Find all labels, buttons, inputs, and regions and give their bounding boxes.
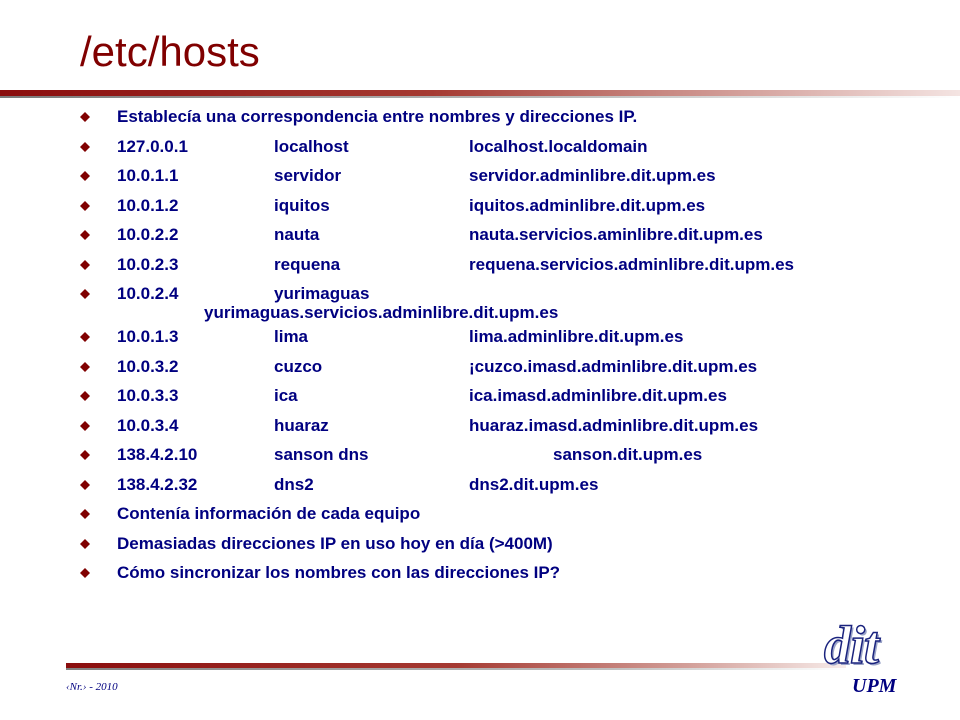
- diamond-bullet-icon: [80, 289, 90, 299]
- host-name: requena: [274, 254, 341, 274]
- footer-rule-shadow: [66, 668, 846, 670]
- closing-text: Contenía información de cada equipo: [117, 504, 421, 523]
- list-item: [80, 163, 940, 193]
- list-item: [80, 134, 940, 164]
- host-fqdn: requena.servicios.adminlibre.dit.upm.es: [469, 254, 794, 274]
- diamond-bullet-icon: [80, 112, 90, 122]
- host-name: iquitos: [274, 195, 330, 215]
- slide-title: /etc/hosts: [80, 28, 260, 75]
- diamond-bullet-icon: [80, 539, 90, 549]
- host-name: dns2: [274, 474, 314, 494]
- host-name: sanson dns: [274, 445, 369, 464]
- list-item: [80, 193, 940, 223]
- diamond-bullet-icon: [80, 391, 90, 401]
- host-fqdn: localhost.localdomain: [469, 136, 648, 156]
- diamond-bullet-icon: [80, 332, 90, 342]
- host-fqdn: ¡cuzco.imasd.adminlibre.dit.upm.es: [469, 356, 758, 376]
- host-ip: 10.0.2.4: [117, 284, 179, 303]
- host-name: huaraz: [274, 415, 329, 435]
- host-ip: 10.0.1.1: [117, 166, 179, 185]
- host-name: cuzco: [274, 356, 323, 376]
- host-ip: 10.0.2.2: [117, 225, 179, 244]
- host-ip: 138.4.2.32: [117, 474, 198, 494]
- list-item: [80, 383, 940, 413]
- diamond-bullet-icon: [80, 480, 90, 490]
- host-fqdn: dns2.dit.upm.es: [469, 474, 599, 494]
- diamond-bullet-icon: [80, 260, 90, 270]
- host-name: servidor: [274, 166, 342, 185]
- host-fqdn: ica.imasd.adminlibre.dit.upm.es: [469, 386, 727, 405]
- host-ip: 10.0.1.3: [117, 327, 179, 346]
- diamond-bullet-icon: [80, 362, 90, 372]
- list-item: [80, 252, 940, 282]
- list-item: [80, 324, 940, 354]
- host-ip: 10.0.3.4: [117, 415, 179, 435]
- closing-text: Cómo sincronizar los nombres con las direcciones IP?: [117, 563, 561, 582]
- host-ip: 10.0.3.3: [117, 386, 179, 405]
- diamond-bullet-icon: [80, 421, 90, 431]
- diamond-bullet-icon: [80, 171, 90, 181]
- list-item: [80, 222, 940, 252]
- host-fqdn: sanson.dit.upm.es: [553, 445, 703, 464]
- list-item: [80, 531, 940, 561]
- slide-number: ‹Nr.› - 2010: [66, 681, 118, 693]
- host-fqdn: nauta.servicios.aminlibre.dit.upm.es: [469, 225, 763, 244]
- list-item: [80, 560, 940, 590]
- host-name: yurimaguas: [274, 284, 370, 303]
- host-ip: 138.4.2.10: [117, 445, 198, 464]
- diamond-bullet-icon: [80, 509, 90, 519]
- host-name: ica: [274, 386, 298, 405]
- closing-text: Demasiadas direcciones IP en uso hoy en día (>400M): [117, 533, 553, 553]
- host-ip: 10.0.1.2: [117, 195, 179, 215]
- host-name: localhost: [274, 136, 349, 156]
- list-item: [80, 501, 940, 531]
- host-fqdn: iquitos.adminlibre.dit.upm.es: [469, 195, 706, 215]
- upm-logo-text: UPM: [852, 675, 897, 697]
- list-item: [80, 354, 940, 384]
- list-item: [80, 442, 940, 472]
- host-fqdn: yurimaguas.servicios.adminlibre.dit.upm.es: [204, 303, 559, 322]
- list-item: [80, 281, 940, 324]
- title-underline-shadow: [0, 96, 960, 98]
- diamond-bullet-icon: [80, 568, 90, 578]
- host-ip: 10.0.3.2: [117, 356, 179, 376]
- host-name: lima: [274, 327, 309, 346]
- diamond-bullet-icon: [80, 450, 90, 460]
- diamond-bullet-icon: [80, 230, 90, 240]
- dit-logo: dit: [824, 615, 879, 675]
- host-fqdn: huaraz.imasd.adminlibre.dit.upm.es: [469, 415, 759, 435]
- intro-text: Establecía una correspondencia entre nombres y direcciones IP.: [117, 107, 638, 126]
- host-ip: 127.0.0.1: [117, 136, 188, 156]
- host-fqdn: lima.adminlibre.dit.upm.es: [469, 327, 684, 346]
- list-item: [80, 472, 940, 502]
- diamond-bullet-icon: [80, 142, 90, 152]
- list-item: [80, 104, 940, 134]
- list-item: [80, 413, 940, 443]
- host-fqdn: servidor.adminlibre.dit.upm.es: [469, 166, 716, 185]
- bullet-list: [80, 104, 940, 590]
- host-name: nauta: [274, 225, 320, 244]
- diamond-bullet-icon: [80, 201, 90, 211]
- host-ip: 10.0.2.3: [117, 254, 179, 274]
